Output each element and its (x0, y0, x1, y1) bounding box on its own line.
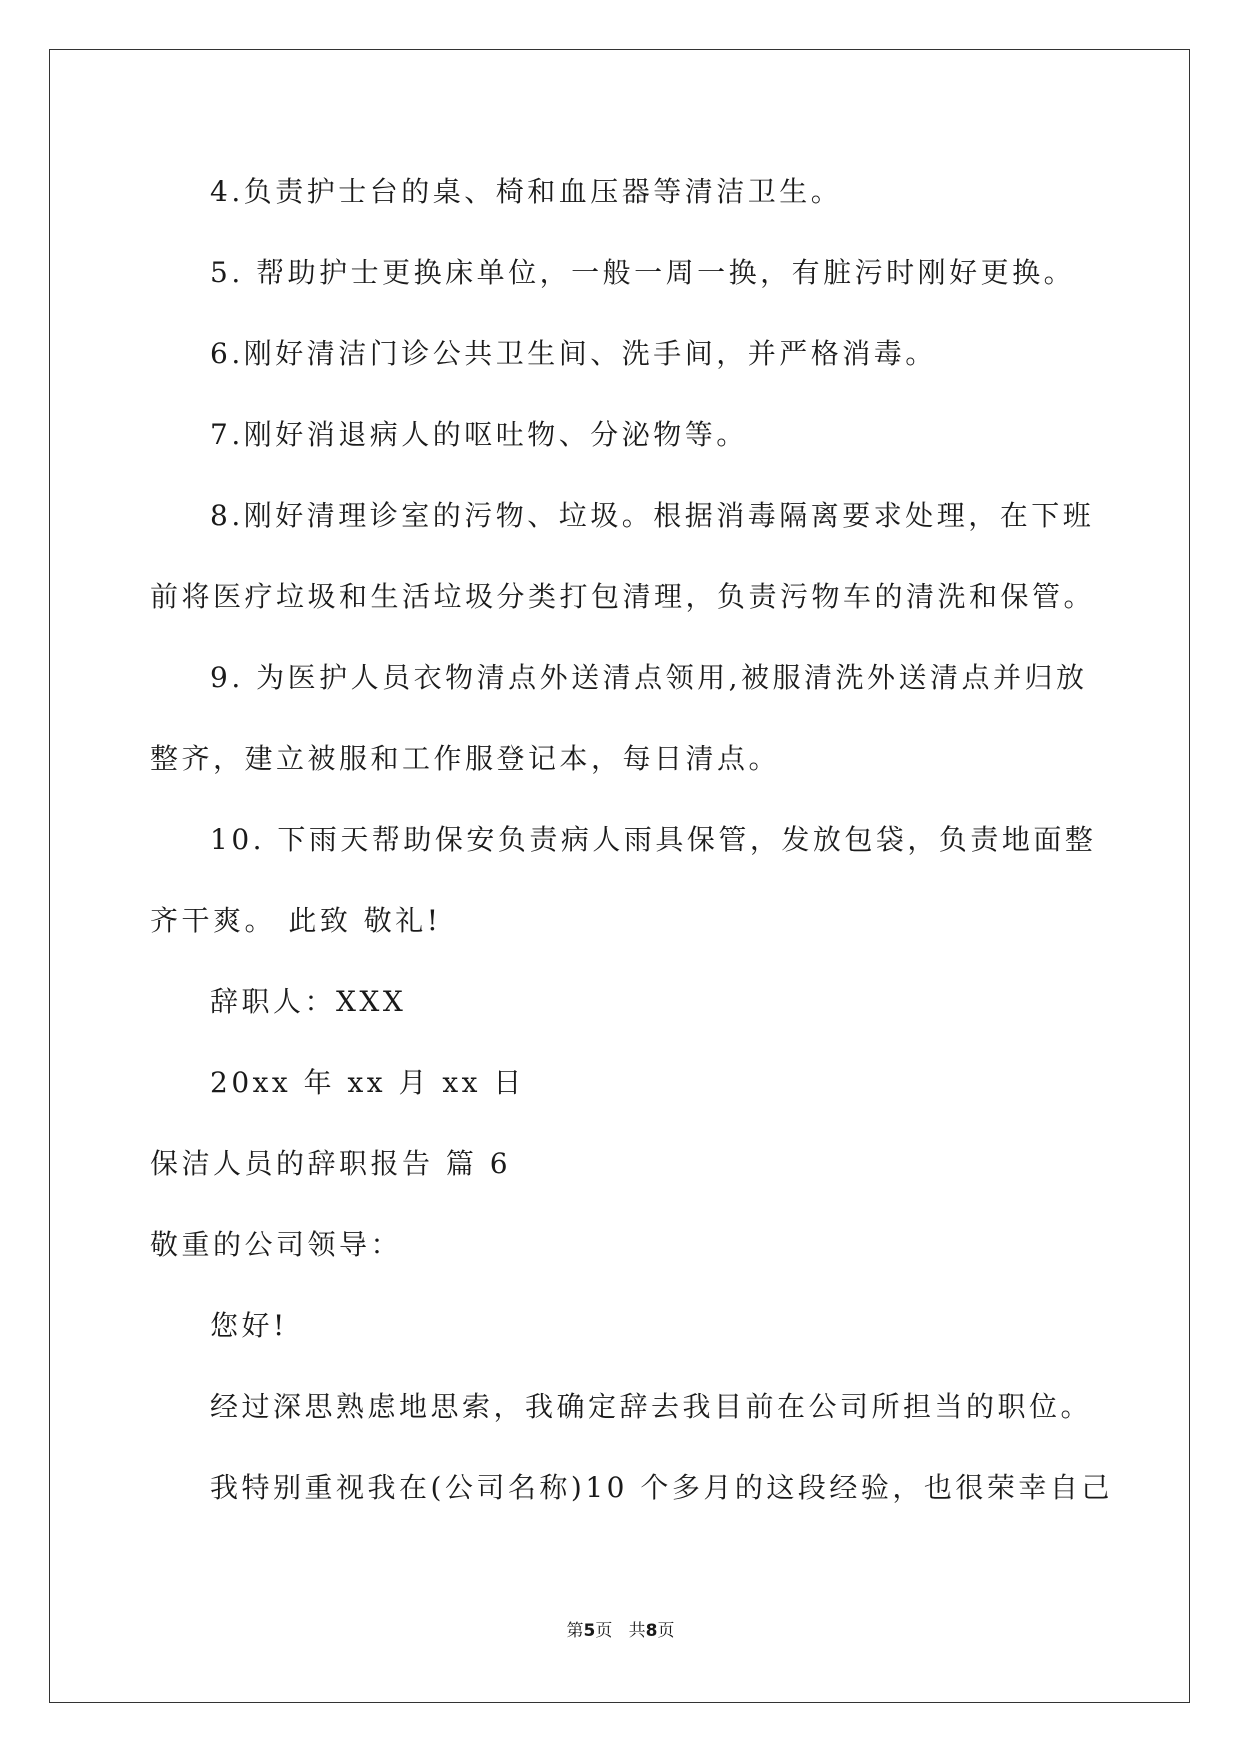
text-line-item-4: 4.负责护士台的桌、椅和血压器等清洁卫生。 (210, 175, 843, 208)
text-line-item-6: 6.刚好清洁门诊公共卫生间、洗手间，并严格消毒。 (210, 337, 937, 370)
body-paragraph-1: 经过深思熟虑地思索，我确定辞去我目前在公司所担当的职位。 (210, 1390, 1093, 1423)
current-page-number: 5 (583, 1621, 596, 1641)
total-page-number: 8 (645, 1621, 658, 1641)
page-border (49, 49, 1190, 1703)
body-paragraph-2: 我特别重视我在(公司名称)10 个多月的这段经验，也很荣幸自己 (210, 1471, 1113, 1504)
text-line-item-10-cont: 齐干爽。 此致 敬礼! (150, 904, 442, 937)
footer-prefix: 第 (566, 1621, 584, 1641)
greeting: 您好! (210, 1309, 288, 1342)
text-line-item-9: 9. 为医护人员衣物清点外送清点领用,被服清洗外送清点并归放 (210, 661, 1088, 694)
date-line: 20xx 年 xx 月 xx 日 (210, 1066, 525, 1099)
footer-mid: 页 共 (595, 1621, 646, 1641)
text-line-item-9-cont: 整齐，建立被服和工作服登记本，每日清点。 (150, 742, 781, 775)
footer-suffix: 页 (657, 1621, 675, 1641)
text-line-item-8: 8.刚好清理诊室的污物、垃圾。根据消毒隔离要求处理，在下班 (210, 499, 1095, 532)
text-line-item-10: 10. 下雨天帮助保安负责病人雨具保管，发放包袋，负责地面整 (210, 823, 1097, 856)
signature-line: 辞职人：XXX (210, 985, 407, 1018)
page-footer (0, 1620, 1241, 1642)
text-line-item-8-cont: 前将医疗垃圾和生活垃圾分类打包清理，负责污物车的清洗和保管。 (150, 580, 1096, 613)
text-line-item-5: 5. 帮助护士更换床单位，一般一周一换，有脏污时刚好更换。 (210, 256, 1076, 289)
salutation: 敬重的公司领导： (150, 1228, 403, 1261)
section-heading: 保洁人员的辞职报告 篇 6 (150, 1147, 512, 1180)
text-line-item-7: 7.刚好消退病人的呕吐物、分泌物等。 (210, 418, 748, 451)
